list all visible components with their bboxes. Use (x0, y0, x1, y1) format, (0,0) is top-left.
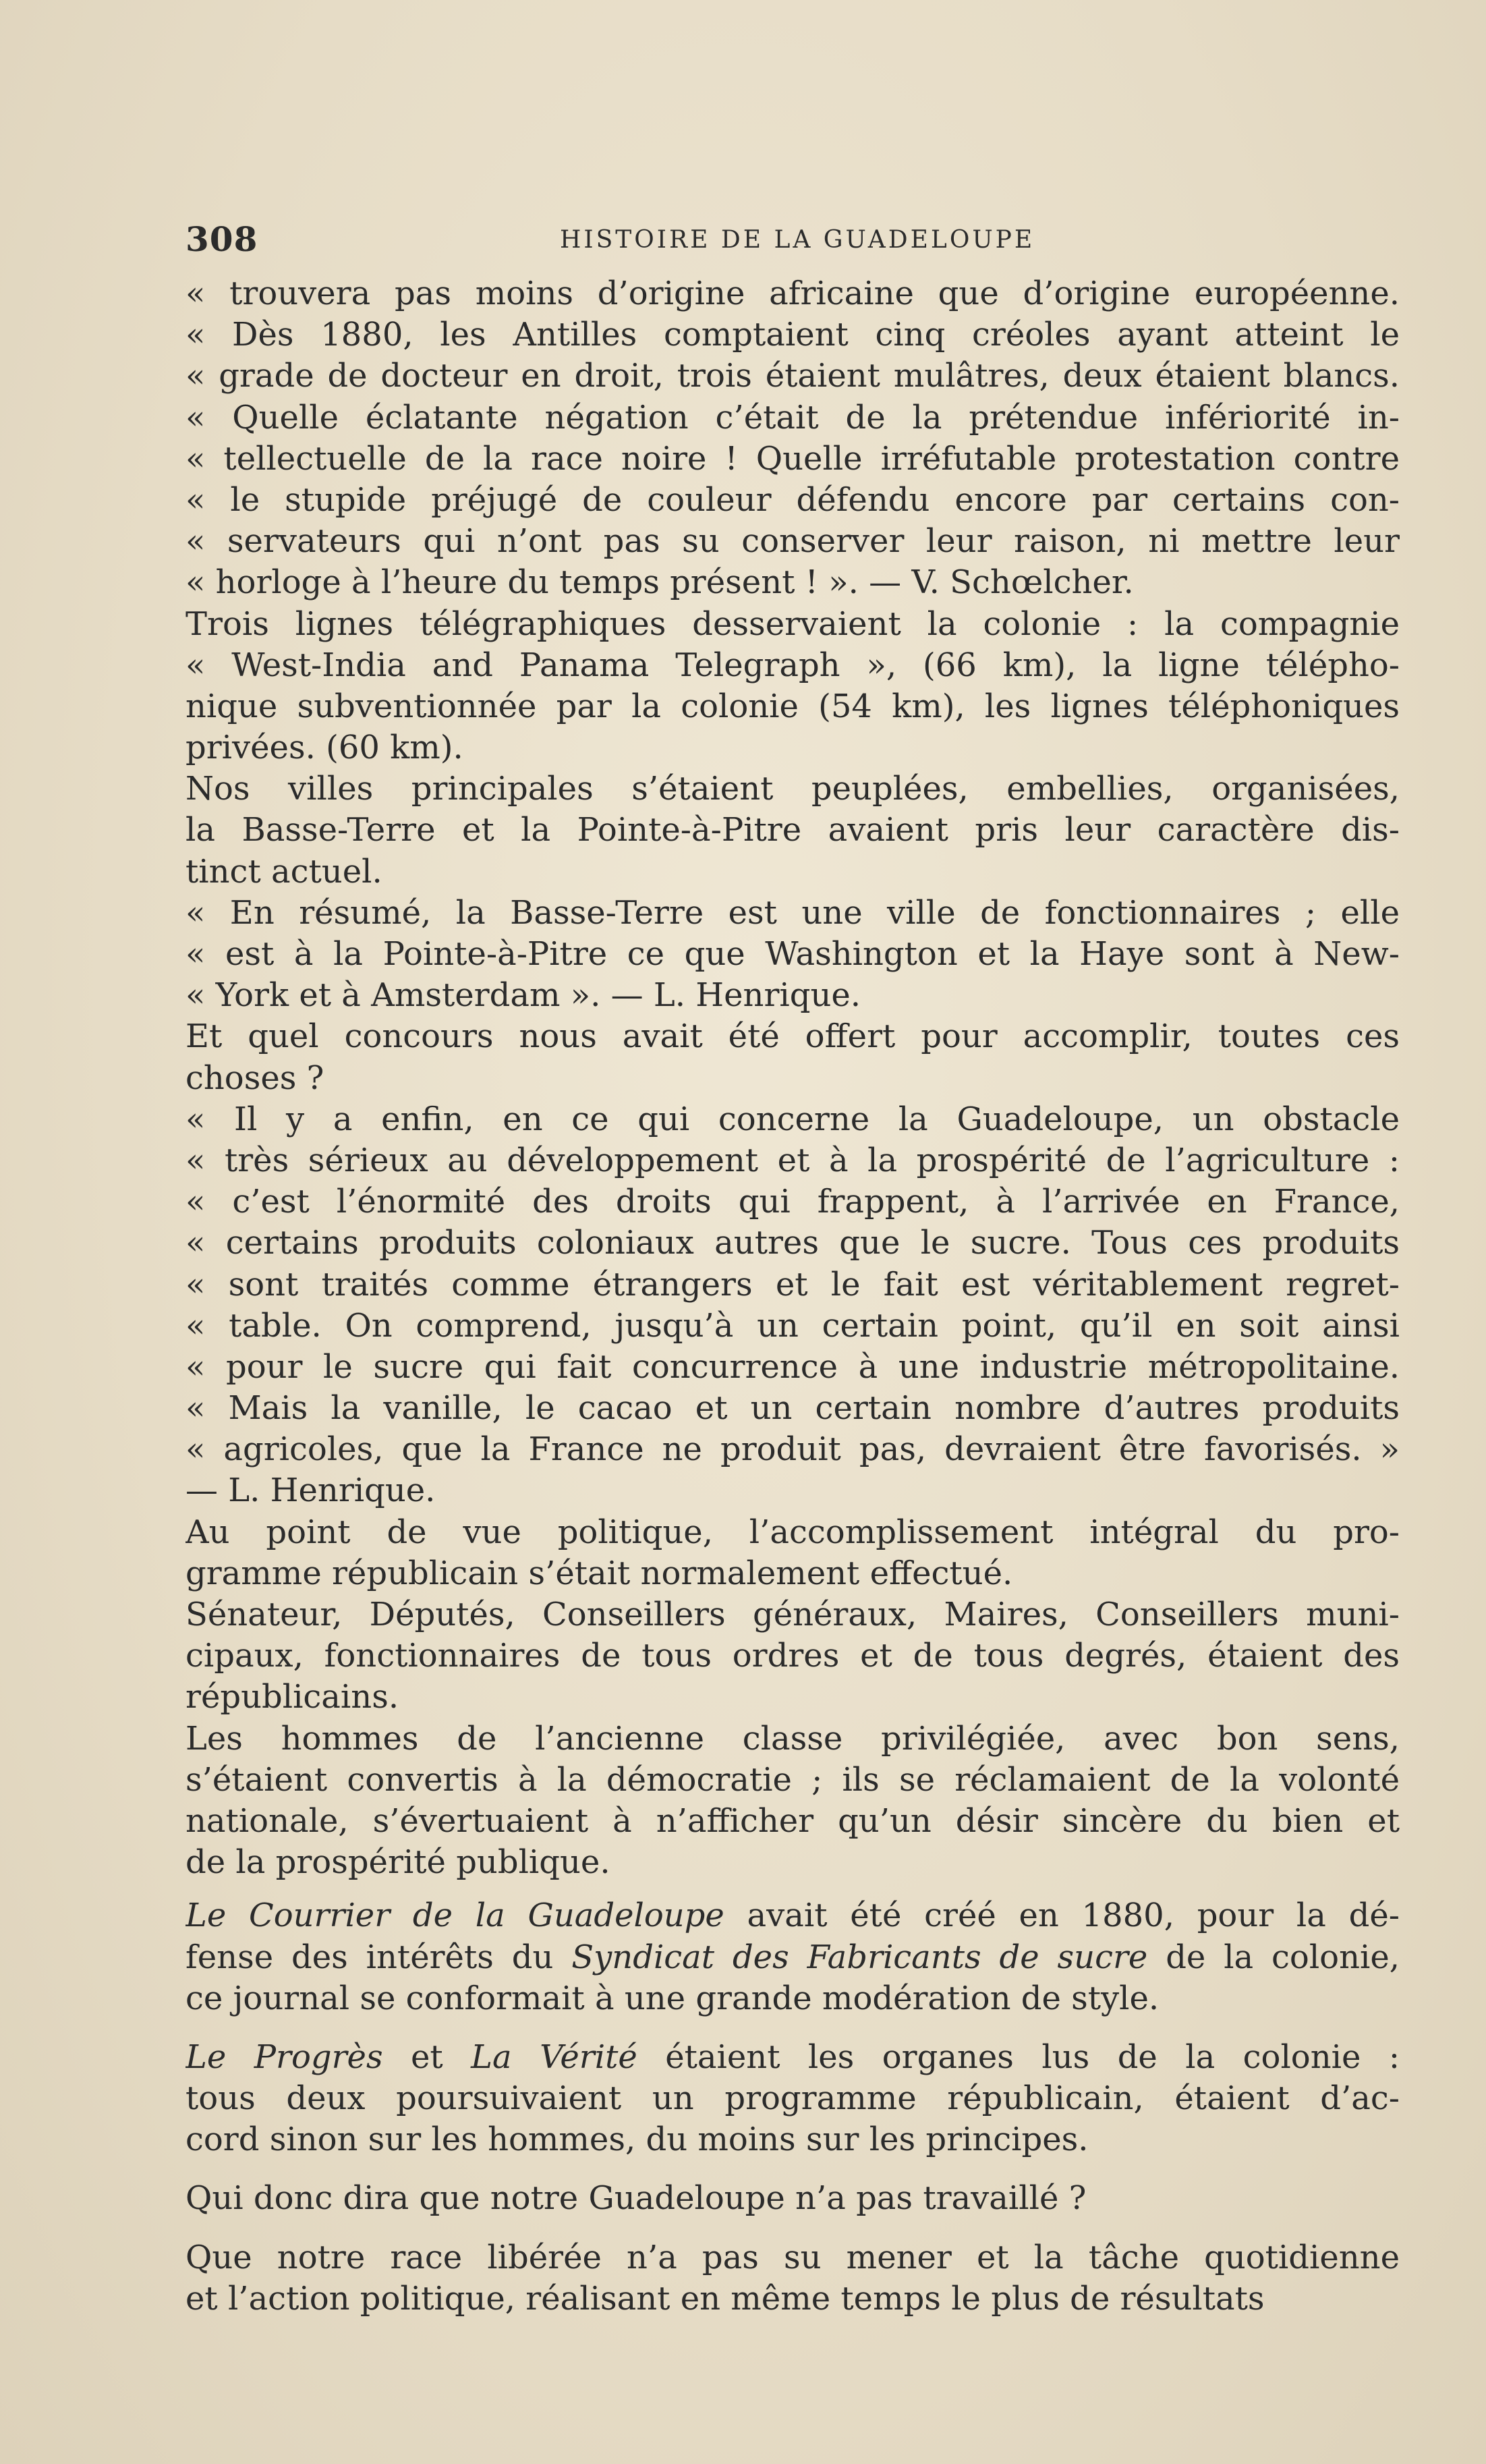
text-line (185, 727, 1400, 768)
text-segment: cord sinon sur les hommes, du moins sur les principes. (185, 2121, 1089, 2159)
text-segment: « horloge à l’heure du temps présent ! ». — V. Schœlcher. (185, 563, 1134, 602)
text-line (185, 1512, 1400, 1553)
text-line (185, 439, 1400, 480)
text-line (185, 1842, 1400, 1883)
text-segment: Au point de vue politique, l’accomplissement intégral du pro- (185, 1513, 1400, 1551)
text-line (185, 768, 1400, 810)
text-segment: fense des intérêts du (185, 1938, 572, 1976)
text-segment: Les hommes de l’ancienne classe privilégiée, avec bon sens, (185, 1719, 1400, 1758)
text-line (185, 1347, 1400, 1388)
text-line (185, 1553, 1400, 1594)
text-line (185, 1388, 1400, 1429)
text-line (185, 934, 1400, 975)
text-line (185, 1470, 1400, 1511)
text-segment: « très sérieux au développement et à la prospérité de l’agriculture : (185, 1141, 1400, 1179)
text-line (185, 1223, 1400, 1264)
text-segment: « En résumé, la Basse-Terre est une ville de fonctionnaires ; elle (185, 893, 1400, 932)
text-segment: nique subventionnée par la colonie (54 km), les lignes téléphoniques (185, 687, 1400, 725)
text-line (185, 273, 1400, 314)
text-segment: « Quelle éclatante négation c’était de la prétendue infériorité in- (185, 398, 1400, 437)
text-line (185, 1058, 1400, 1099)
text-line (185, 2119, 1400, 2160)
text-line (185, 397, 1400, 439)
italic-text-segment: Syndicat des Fabricants de sucre (571, 1938, 1148, 1976)
text-segment: « pour le sucre qui fait concurrence à une industrie métropolitaine. (185, 1347, 1400, 1386)
text-segment: cipaux, fonctionnaires de tous ordres et de tous degrés, étaient des (185, 1637, 1400, 1675)
italic-text-segment: Le Courrier de la Guadeloupe (185, 1897, 724, 1935)
text-segment: la Basse-Terre et la Pointe-à-Pitre avaient pris leur caractère dis- (185, 811, 1400, 849)
text-line (185, 1594, 1400, 1635)
text-segment: privées. (60 km). (185, 729, 463, 767)
text-segment: étaient les organes lus de la colonie : (637, 2038, 1400, 2076)
text-segment: nationale, s’évertuaient à n’afficher qu’un désir sincère du bien et (185, 1801, 1400, 1840)
text-segment: « West-India and Panama Telegraph », (66 km), la ligne télépho- (185, 646, 1400, 684)
text-segment: « York et à Amsterdam ». — L. Henrique. (185, 976, 861, 1015)
text-segment: « Mais la vanille, le cacao et un certain nombre d’autres produits (185, 1389, 1400, 1428)
text-segment: « c’est l’énormité des droits qui frappent, à l’arrivée en France, (185, 1183, 1400, 1221)
text-line (185, 1099, 1400, 1140)
text-line (185, 2037, 1400, 2078)
text-line (185, 2178, 1400, 2219)
text-segment: gramme républicain s’était normalement effectué. (185, 1554, 1013, 1592)
text-segment: et l’action politique, réalisant en même temps le plus de résultats (185, 2279, 1265, 2318)
text-segment: « est à la Pointe-à-Pitre ce que Washington et la Haye sont à New- (185, 935, 1400, 973)
text-line (185, 1635, 1400, 1677)
text-line (185, 562, 1400, 603)
text-line (185, 1718, 1400, 1760)
italic-text-segment: La Vérité (471, 2038, 637, 2076)
text-line (185, 851, 1400, 893)
text-segment: de la prospérité publique. (185, 1843, 610, 1882)
text-segment: « certains produits coloniaux autres que le sucre. Tous ces produits (185, 1224, 1400, 1262)
text-line (185, 1140, 1400, 1181)
text-segment: « grade de docteur en droit, trois étaient mulâtres, deux étaient blancs. (185, 357, 1400, 395)
text-line (185, 686, 1400, 727)
paragraph-gap (185, 1883, 1400, 1895)
text-segment: s’étaient convertis à la démocratie ; ils se réclamaient de la volonté (185, 1760, 1400, 1799)
text-segment: tous deux poursuivaient un programme républicain, étaient d’ac- (185, 2079, 1400, 2118)
text-segment: Que notre race libérée n’a pas su mener et la tâche quotidienne (185, 2238, 1400, 2276)
text-segment: « agricoles, que la France ne produit pas, devraient être favorisés. » (185, 1430, 1400, 1469)
text-line (185, 356, 1400, 397)
text-segment: de la colonie, (1147, 1938, 1400, 1976)
text-segment: « Il y a enfin, en ce qui concerne la Guadeloupe, un obstacle (185, 1100, 1400, 1138)
text-segment: « sont traités comme étrangers et le fait est véritablement regret- (185, 1265, 1400, 1304)
text-segment: Qui donc dira que notre Guadeloupe n’a pas travaillé ? (185, 2179, 1087, 2218)
text-line (185, 1895, 1400, 1936)
text-segment: ce journal se conformait à une grande modération de style. (185, 1979, 1160, 2017)
italic-text-segment: Le Progrès (185, 2038, 383, 2076)
paragraph-gap (185, 2160, 1400, 2178)
text-line (185, 2278, 1400, 2320)
text-line (185, 893, 1400, 934)
text-line (185, 2078, 1400, 2119)
paragraph-gap (185, 2019, 1400, 2037)
text-segment: « servateurs qui n’ont pas su conserver leur raison, ni mettre leur (185, 522, 1400, 561)
text-segment: républicains. (185, 1678, 399, 1716)
text-line (185, 1801, 1400, 1842)
text-segment: — L. Henrique. (185, 1472, 436, 1510)
text-segment: Trois lignes télégraphiques desservaient la colonie : la compagnie (185, 605, 1400, 643)
text-line (185, 1306, 1400, 1347)
running-title: HISTOIRE DE LA GUADELOUPE (560, 226, 1035, 254)
page-number: 308 (185, 219, 258, 259)
text-line (185, 975, 1400, 1016)
text-segment: « le stupide préjugé de couleur défendu encore par certains con- (185, 480, 1400, 519)
text-line (185, 521, 1400, 562)
text-line (185, 604, 1400, 645)
text-segment: « Dès 1880, les Antilles comptaient cinq créoles ayant atteint le (185, 316, 1400, 354)
text-line (185, 1264, 1400, 1306)
text-line (185, 1978, 1400, 2019)
text-segment: Nos villes principales s’étaient peuplées, embellies, organisées, (185, 770, 1400, 808)
paragraph-gap (185, 2220, 1400, 2237)
text-segment: « table. On comprend, jusqu’à un certain point, qu’il en soit ainsi (185, 1306, 1400, 1345)
text-line (185, 1016, 1400, 1057)
text-line (185, 1760, 1400, 1801)
text-segment: tinct actuel. (185, 852, 382, 891)
text-line (185, 810, 1400, 851)
text-segment: « tellectuelle de la race noire ! Quelle irréfutable protestation contre (185, 439, 1400, 478)
text-line (185, 645, 1400, 686)
text-segment: Et quel concours nous avait été offert pour accomplir, toutes ces (185, 1017, 1400, 1056)
body-text (185, 273, 1400, 2320)
text-line (185, 2237, 1400, 2278)
text-segment: Sénateur, Députés, Conseillers généraux, Maires, Conseillers muni- (185, 1596, 1400, 1633)
text-line (185, 1937, 1400, 1978)
text-segment: « trouvera pas moins d’origine africaine que d’origine européenne. (185, 275, 1400, 312)
text-line (185, 480, 1400, 521)
page-header (185, 219, 1400, 260)
text-line (185, 1677, 1400, 1718)
text-segment: choses ? (185, 1059, 324, 1097)
text-segment: et (382, 2038, 471, 2076)
text-line (185, 1181, 1400, 1223)
text-line (185, 1429, 1400, 1470)
text-segment: avait été créé en 1880, pour la dé- (724, 1897, 1400, 1935)
text-line (185, 314, 1400, 356)
